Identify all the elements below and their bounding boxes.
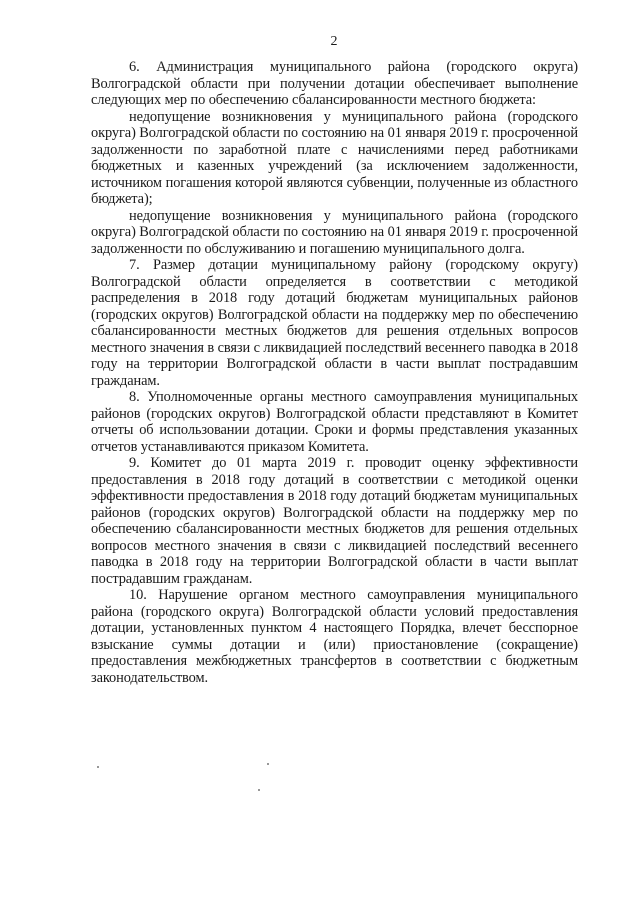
- paragraph-6: 6. Администрация муниципального района (городского округа) Волгоградской области при получении дотации обеспечивает выполнение следующих мер по обеспечению сбалансированности местного бюджета:: [91, 59, 578, 108]
- paragraph-7: 7. Размер дотации муниципальному району (городскому округу) Волгоградской области определяется в соответствии с методикой распределения в 2018 году дотаций бюджетам муниципальных районов (городских округов) Волгоградской области на поддержку мер по обеспечению сбалансированности местных бюджетов для решения отдельных вопросов местного значения в связи с ликвидацией последствий весеннего паводка в 2018 году на территории Волгоградской области в части выплат пострадавшим гражданам.: [91, 257, 578, 389]
- page-number: 2: [330, 34, 338, 49]
- paragraph-8: 8. Уполномоченные органы местного самоуправления муниципальных районов (городских округов) Волгоградской области представляют в Комитет отчеты об использовании дотации. Сроки и формы представления указанных отчетов устанавливаются приказом Комитета.: [91, 389, 578, 455]
- scan-speck: [267, 763, 269, 765]
- scan-speck: [258, 789, 260, 791]
- paragraph-6-item-2: недопущение возникновения у муниципального района (городского округа) Волгоградской области по состоянию на 01 января 2019 г. просроченной задолженности по обслуживанию и погашению муниципального долга.: [91, 207, 578, 257]
- paragraph-10: 10. Нарушение органом местного самоуправления муниципального района (городского округа) Волгоградской области условий предоставления дотации, установленных пунктом 4 настоящего Порядка, влечет бесспорное взыскание суммы дотации и (или) приостановление (сокращение) предоставления межбюджетных трансфертов в соответствии с бюджетным законодательством.: [91, 587, 578, 686]
- paragraph-9: 9. Комитет до 01 марта 2019 г. проводит оценку эффективности предоставления в 2018 году дотаций в соответствии с методикой оценки эффективности предоставления в 2018 году дотаций бюджетам муниципальных районов (городских округов) Волгоградской области на поддержку мер по обеспечению сбалансированности местных бюджетов для решения отдельных вопросов местного значения в связи с ликвидацией последствий весеннего паводка в 2018 году на территории Волгоградской области в части выплат пострадавшим гражданам.: [91, 455, 578, 587]
- scan-speck: [97, 766, 99, 768]
- paragraph-6-item-1: недопущение возникновения у муниципального района (городского округа) Волгоградской области по состоянию на 01 января 2019 г. просроченной задолженности по заработной плате с начислениями перед работниками бюджетных и казенных учреждений (за исключением задолженности, источником погашения которой являются субвенции, полученные из областного бюджета);: [91, 108, 578, 207]
- document-body: [91, 59, 578, 686]
